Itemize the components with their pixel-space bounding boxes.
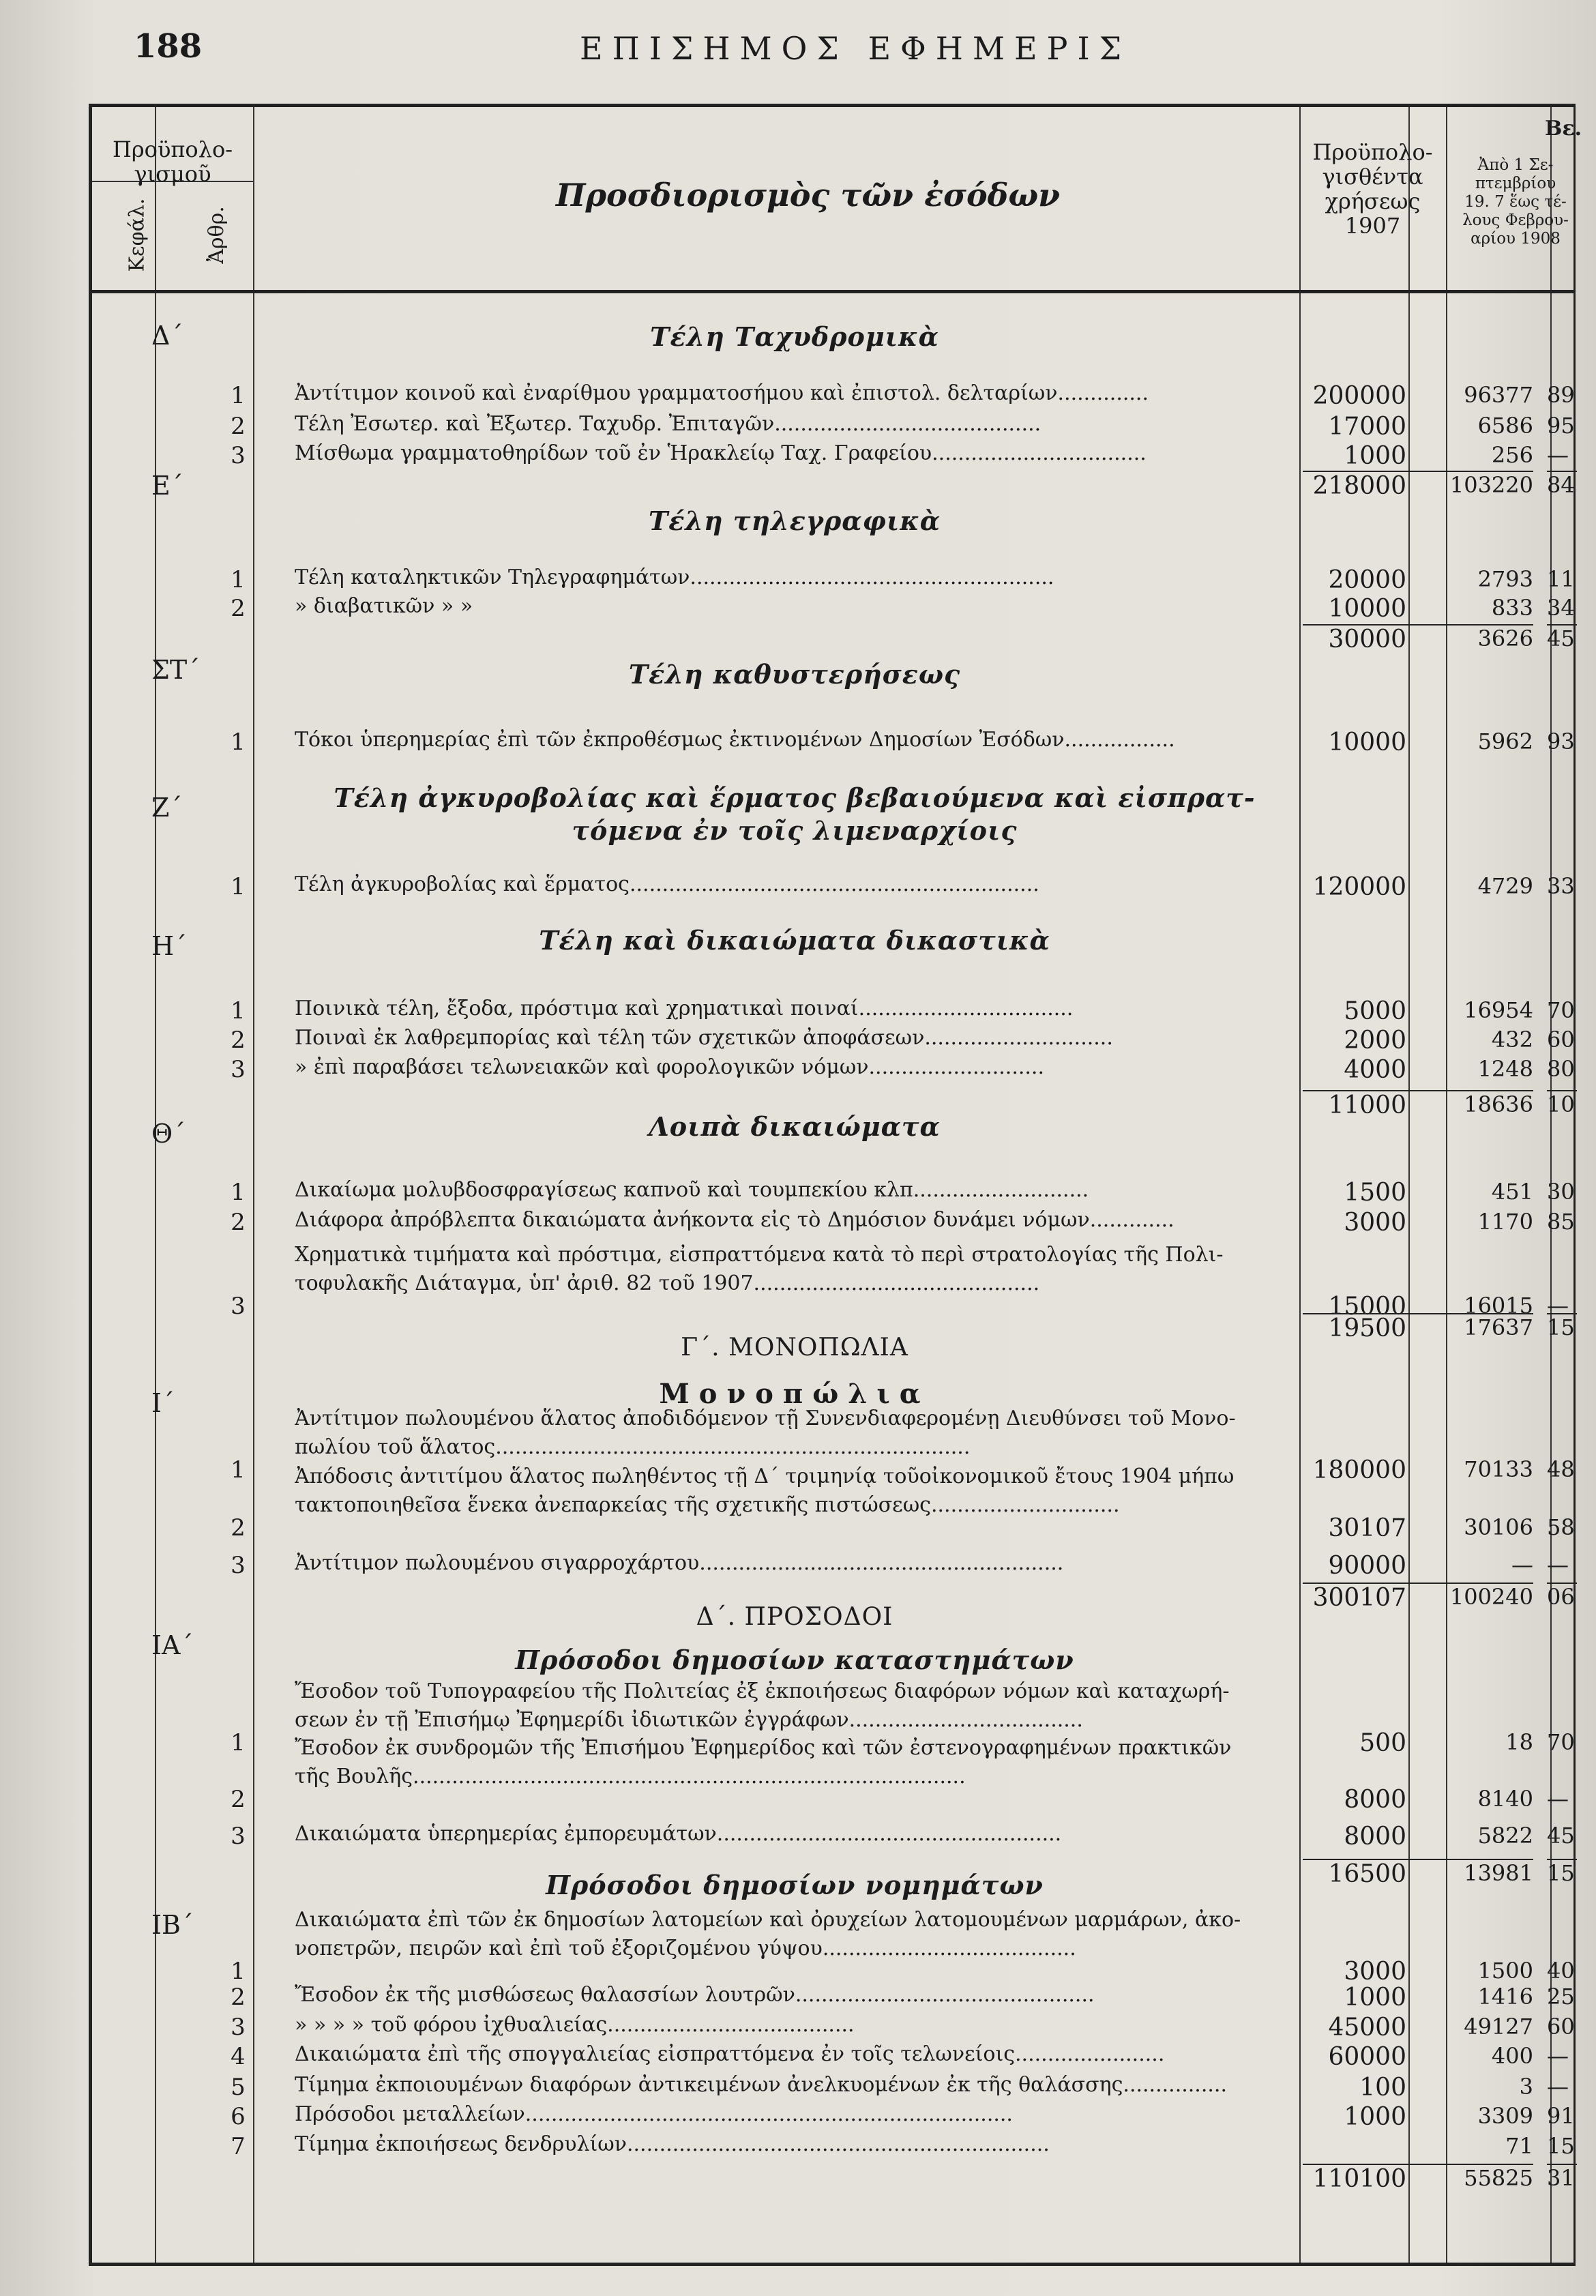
chapter-number: ΙΒ΄ (151, 1910, 194, 1940)
receipts-amount: — (1511, 1552, 1533, 1578)
section-total-budget: 218000 (1303, 471, 1406, 500)
item-description: Διάφορα ἀπρόβλεπτα δικαιώματα ἀνήκοντα εἰς τὸ Δημόσιον δυνάμει νόμων............. (295, 1208, 1174, 1232)
item-description: » ἐπὶ παραβάσει τελωνειακῶν καὶ φορολογικῶν νόμων........................... (295, 1055, 1044, 1079)
article-number: 2 (231, 1027, 246, 1054)
budgeted-amount: 8000 (1344, 1786, 1406, 1814)
receipts-amount: 1170 (1477, 1209, 1533, 1235)
item-description: Τέλη καταληκτικῶν Τηλεγραφημάτων........................................................ (295, 565, 1054, 589)
budgeted-amount: 1500 (1344, 1179, 1406, 1207)
article-number: 3 (231, 1823, 246, 1850)
budgeted-amount: 180000 (1312, 1456, 1406, 1484)
article-number: 3 (231, 1552, 246, 1579)
chapter-number: Ε΄ (151, 471, 183, 501)
item-description: Ἀπόδοσις ἀντιτίμου ἅλατος πωληθέντος τῇ Δ΄ τριμηνίᾳ τοῦοἰκονομικοῦ ἔτους 1904 μήπω τακτοποιηθεῖσα ἕνεκα ἀνεπαρκείας τῆς σχετικῆς πιστώσεως............................. (295, 1465, 1235, 1517)
receipts-decimals: 85 (1547, 1209, 1575, 1235)
receipts-amount: 8140 (1477, 1786, 1533, 1812)
receipts-letters: Βε. (1545, 117, 1582, 141)
item-description: Δικαίωμα μολυβδοσφραγίσεως καπνοῦ καὶ τουμπεκίου κλπ........................... (295, 1178, 1089, 1202)
section-total-receipts: 103220 (1405, 471, 1533, 498)
receipts-decimals: 30 (1547, 1179, 1575, 1205)
item-description: Ἀντίτιμον πωλουμένου σιγαρροχάρτου........................................................ (295, 1551, 1064, 1575)
receipts-decimals: 34 (1547, 595, 1575, 621)
article-number: 2 (231, 595, 246, 622)
item-description: Ποιναὶ ἐκ λαθρεμπορίας καὶ τέλη τῶν σχετικῶν ἀποφάσεων............................. (295, 1026, 1113, 1050)
receipts-decimals: — (1547, 1552, 1569, 1578)
section-title: Πρόσοδοι δημοσίων καταστημάτων (515, 1645, 1074, 1675)
chapter-number: Ζ΄ (151, 793, 183, 823)
article-number: 2 (231, 413, 246, 440)
budgeted-amount: 1000 (1344, 442, 1406, 470)
article-number: 1 (231, 1456, 246, 1484)
section-title: Τέλη ἀγκυροβολίας καὶ ἕρματος βεβαιούμενα καὶ εἰσπρατ- τόμενα ἐν τοῖς λιμεναρχίοις (334, 782, 1256, 846)
receipts-amount: 16954 (1464, 997, 1533, 1023)
receipts-amount: 70133 (1464, 1456, 1533, 1482)
receipts-amount: 16015 (1464, 1293, 1533, 1319)
receipts-decimals: 45 (1547, 1823, 1575, 1849)
section-title: Μονοπώλια (659, 1378, 930, 1410)
section-total-receipts: 55825 (1405, 2164, 1533, 2191)
budgeted-amount: 100 (1359, 2074, 1406, 2102)
receipts-decimals: 48 (1547, 1456, 1575, 1482)
section-total-decimals: 45 (1547, 624, 1577, 651)
budgeted-amount: 8000 (1344, 1823, 1406, 1851)
receipts-decimals: 11 (1547, 566, 1575, 592)
section-total-decimals: 31 (1547, 2164, 1577, 2191)
item-description: Τίμημα ἐκποιήσεως δενδρυλίων................................................................. (295, 2132, 1050, 2156)
budgeted-amount: 1000 (1344, 2103, 1406, 2131)
budgeted-amount: 60000 (1328, 2043, 1406, 2071)
receipts-decimals: — (1547, 2043, 1569, 2069)
article-number: 1 (231, 566, 246, 593)
chapter-number: ΙΑ΄ (151, 1630, 194, 1660)
item-description: Δικαιώματα ὑπερημερίας ἐμπορευμάτων..................................................... (295, 1822, 1062, 1846)
item-description: » » » » τοῦ φόρου ἰχθυαλιείας...................................... (295, 2013, 855, 2037)
budgeted-amount: 15000 (1328, 1293, 1406, 1321)
item-description: Δικαιώματα ἐπὶ τῶν ἐκ δημοσίων λατομείων καὶ ὀρυχείων λατομουμένων μαρμάρων, ἀκο- νοπετρῶν, πειρῶν καὶ ἐπὶ τοῦ ἐξοριζομένου γύψου....................................... (295, 1908, 1241, 1960)
budgeted-amount: 2000 (1344, 1027, 1406, 1055)
budgeted-amount: 30107 (1328, 1514, 1406, 1542)
receipts-amount: 432 (1491, 1027, 1533, 1053)
section-title: Τέλη τηλεγραφικὰ (649, 505, 941, 536)
article-number: 2 (231, 1786, 246, 1813)
budgeted-amount: 120000 (1312, 873, 1406, 901)
section-total-decimals: 10 (1547, 1090, 1577, 1117)
part-heading: Γ΄. ΜΟΝΟΠΩΛΙΑ (681, 1334, 908, 1362)
article-number: 4 (231, 2043, 246, 2070)
item-description: Ἀντίτιμον πωλουμένου ἅλατος ἀποδιδόμενον τῇ Συνενδιαφερομένῃ Διευθύνσει τοῦ Μονο- πωλίου τοῦ ἅλατος......................................................................... (295, 1407, 1236, 1459)
budgeted-amount: 500 (1359, 1729, 1406, 1757)
budgeted-amount: 45000 (1328, 2014, 1406, 2042)
chapter-number: Η΄ (151, 931, 188, 961)
item-description: Χρηματικὰ τιμήματα καὶ πρόστιμα, εἰσπραττόμενα κατὰ τὸ περὶ στρατολογίας τῆς Πολι- τοφυλακῆς Διάταγμα, ὑπ' ἀριθ. 82 τοῦ 1907............................................ (295, 1243, 1224, 1295)
receipts-decimals: 70 (1547, 1729, 1575, 1755)
budget-heading: Προϋπολο- γισμοῦ (112, 136, 233, 187)
receipts-amount: 1500 (1477, 1958, 1533, 1984)
section-title: Τέλη καὶ δικαιώματα δικαστικὰ (539, 925, 1050, 956)
receipts-amount: 1248 (1477, 1056, 1533, 1082)
article-number: 1 (231, 1729, 246, 1756)
chapter-number: Ι΄ (151, 1388, 175, 1418)
receipts-amount: 5822 (1477, 1823, 1533, 1849)
receipts-amount: 96377 (1464, 382, 1533, 408)
budgeted-amount: 20000 (1328, 566, 1406, 594)
budgeted-heading: Προϋπολο- γισθέντα χρήσεως 1907 (1312, 139, 1433, 239)
budgeted-amount: 17000 (1328, 413, 1406, 441)
receipts-amount: 1416 (1477, 1984, 1533, 2010)
article-number: 1 (231, 997, 246, 1025)
section-total-budget: 110100 (1303, 2164, 1406, 2193)
article-number: 2 (231, 1209, 246, 1236)
section-total-receipts: 100240 (1405, 1583, 1533, 1610)
item-description: Ἔσοδον ἐκ τῆς μισθώσεως θαλασσίων λουτρῶν.............................................. (295, 1983, 1095, 2007)
receipts-amount: 2793 (1477, 566, 1533, 592)
article-number: 1 (231, 1179, 246, 1206)
receipts-amount: 833 (1491, 595, 1533, 621)
item-description: Δικαιώματα ἐπὶ τῆς σπογγαλιείας εἰσπραττόμενα ἐν τοῖς τελωνείοις....................... (295, 2042, 1165, 2066)
budgeted-amount: 3000 (1344, 1958, 1406, 1986)
article-number: 2 (231, 1984, 246, 2011)
article-number: 3 (231, 442, 246, 469)
budgeted-amount: 200000 (1312, 382, 1406, 410)
receipts-amount: 49127 (1464, 2014, 1533, 2040)
receipts-heading: Ἀπὸ 1 Σε- πτεμβρίου 19. 7 ἕως τέ- λους Φεβρου- αρίου 1908 (1462, 156, 1569, 248)
running-title: ΕΠΙΣΗΜΟΣ ΕΦΗΜΕΡΙΣ (580, 30, 1132, 67)
receipts-amount: 451 (1491, 1179, 1533, 1205)
receipts-decimals: 58 (1547, 1514, 1575, 1540)
budgeted-amount: 90000 (1328, 1552, 1406, 1580)
receipts-decimals: 40 (1547, 1958, 1575, 1984)
article-number: 3 (231, 1293, 246, 1320)
section-title: Πρόσοδοι δημοσίων νομημάτων (546, 1870, 1044, 1900)
receipts-decimals: 93 (1547, 728, 1575, 754)
article-number: 1 (231, 1958, 246, 1985)
receipts-decimals: 60 (1547, 2014, 1575, 2040)
chapter-number: ΣΤ΄ (151, 655, 201, 685)
article-number: 3 (231, 2014, 246, 2041)
item-description: Ἔσοδον ἐκ συνδρομῶν τῆς Ἐπισήμου Ἐφημερίδος καὶ τῶν ἐστενογραφημένων πρακτικῶν τῆς Βουλῆς..................................................................................... (295, 1736, 1232, 1789)
section-total-budget: 11000 (1303, 1090, 1406, 1119)
receipts-decimals: 70 (1547, 997, 1575, 1023)
item-description: Πρόσοδοι μεταλλείων........................................................................... (295, 2102, 1013, 2126)
item-description: Τίμημα ἐκποιουμένων διαφόρων ἀντικειμένων ἀνελκυομένων ἐκ τῆς θαλάσσης................ (295, 2073, 1227, 2097)
section-title: Τέλη καθυστερήσεως (628, 659, 961, 690)
section-total-budget: 300107 (1303, 1583, 1406, 1612)
receipts-decimals: — (1547, 1293, 1569, 1319)
budgeted-amount: 10000 (1328, 595, 1406, 623)
receipts-amount: 71 (1505, 2133, 1533, 2159)
budgeted-amount: 5000 (1344, 997, 1406, 1025)
budgeted-amount: 4000 (1344, 1056, 1406, 1084)
section-total-decimals: 84 (1547, 471, 1577, 498)
article-number: 6 (231, 2103, 246, 2130)
receipts-decimals: — (1547, 442, 1569, 468)
receipts-amount: 5962 (1477, 728, 1533, 754)
budgeted-amount: 10000 (1328, 728, 1406, 756)
article-heading: Ἀρθρ. (204, 206, 228, 264)
receipts-decimals: 89 (1547, 382, 1575, 408)
item-description: Μίσθωμα γραμματοθηρίδων τοῦ ἐν Ἡρακλείῳ Ταχ. Γραφείου................................. (295, 441, 1147, 465)
item-description: Ἀντίτιμον κοινοῦ καὶ ἐναρίθμου γραμματοσήμου καὶ ἐπιστολ. δελταρίων.............. (295, 381, 1149, 405)
receipts-amount: 18 (1505, 1729, 1533, 1755)
receipts-decimals: — (1547, 1786, 1569, 1812)
item-description: Ἔσοδον τοῦ Τυπογραφείου τῆς Πολιτείας ἐξ ἐκποιήσεως διαφόρων νόμων καὶ καταχωρή- σεων ἐν τῇ Ἐπισήμῳ Ἐφημερίδι ἰδιωτικῶν ἐγγράφων.................................... (295, 1679, 1230, 1732)
section-title: Τέλη Ταχυδρομικὰ (650, 321, 939, 352)
item-description: Ποινικὰ τέλη, ἔξοδα, πρόστιμα καὶ χρηματικαὶ ποιναί................................. (295, 997, 1074, 1020)
part-heading: Δ΄. ΠΡΟΣΟΔΟΙ (696, 1603, 893, 1631)
section-total-budget: 30000 (1303, 624, 1406, 653)
section-total-budget: 16500 (1303, 1859, 1406, 1888)
chapter-number: Θ΄ (151, 1119, 186, 1149)
page-number: 188 (134, 27, 203, 65)
receipts-amount: 30106 (1464, 1514, 1533, 1540)
receipts-amount: 3309 (1477, 2103, 1533, 2129)
section-total-budget: 19500 (1303, 1313, 1406, 1342)
receipts-decimals: 60 (1547, 1027, 1575, 1053)
section-title: Λοιπὰ δικαιώματα (649, 1111, 941, 1142)
budgeted-amount: 3000 (1344, 1209, 1406, 1237)
revenue-heading: Προσδιορισμὸς τῶν ἐσόδων (556, 177, 1061, 214)
chapter-heading: Κεφάλ. (125, 198, 149, 272)
receipts-decimals: 33 (1547, 873, 1575, 899)
receipts-decimals: 80 (1547, 1056, 1575, 1082)
article-number: 1 (231, 382, 246, 409)
receipts-decimals: — (1547, 2074, 1569, 2100)
item-description: Τέλη Ἐσωτερ. καὶ Ἐξωτερ. Ταχυδρ. Ἐπιταγῶν......................................... (295, 412, 1041, 436)
receipts-decimals: 25 (1547, 1984, 1575, 2010)
section-total-receipts: 17637 (1405, 1313, 1533, 1340)
article-number: 3 (231, 1056, 246, 1083)
receipts-amount: 400 (1491, 2043, 1533, 2069)
article-number: 1 (231, 873, 246, 900)
receipts-amount: 256 (1491, 442, 1533, 468)
item-description: Τέλη ἀγκυροβολίας καὶ ἕρματος............................................................... (295, 872, 1039, 896)
section-total-receipts: 13981 (1405, 1859, 1533, 1886)
receipts-amount: 3 (1519, 2074, 1533, 2100)
receipts-amount: 6586 (1477, 413, 1533, 439)
article-number: 2 (231, 1514, 246, 1542)
article-number: 1 (231, 728, 246, 756)
item-description: » διαβατικῶν » » (295, 594, 473, 618)
section-total-receipts: 18636 (1405, 1090, 1533, 1117)
budgeted-amount: 1000 (1344, 1984, 1406, 2012)
article-number: 5 (231, 2074, 246, 2101)
chapter-number: Δ΄ (151, 321, 183, 351)
receipts-decimals: 15 (1547, 2133, 1575, 2159)
section-total-decimals: 06 (1547, 1583, 1577, 1610)
receipts-decimals: 95 (1547, 413, 1575, 439)
article-number: 7 (231, 2133, 246, 2160)
section-total-decimals: 15 (1547, 1859, 1577, 1886)
receipts-decimals: 91 (1547, 2103, 1575, 2129)
section-total-decimals: 15 (1547, 1313, 1577, 1340)
item-description: Τόκοι ὑπερημερίας ἐπὶ τῶν ἐκπροθέσμως ἐκτινομένων Δημοσίων Ἐσόδων................. (295, 728, 1175, 752)
section-total-receipts: 3626 (1405, 624, 1533, 651)
receipts-amount: 4729 (1477, 873, 1533, 899)
